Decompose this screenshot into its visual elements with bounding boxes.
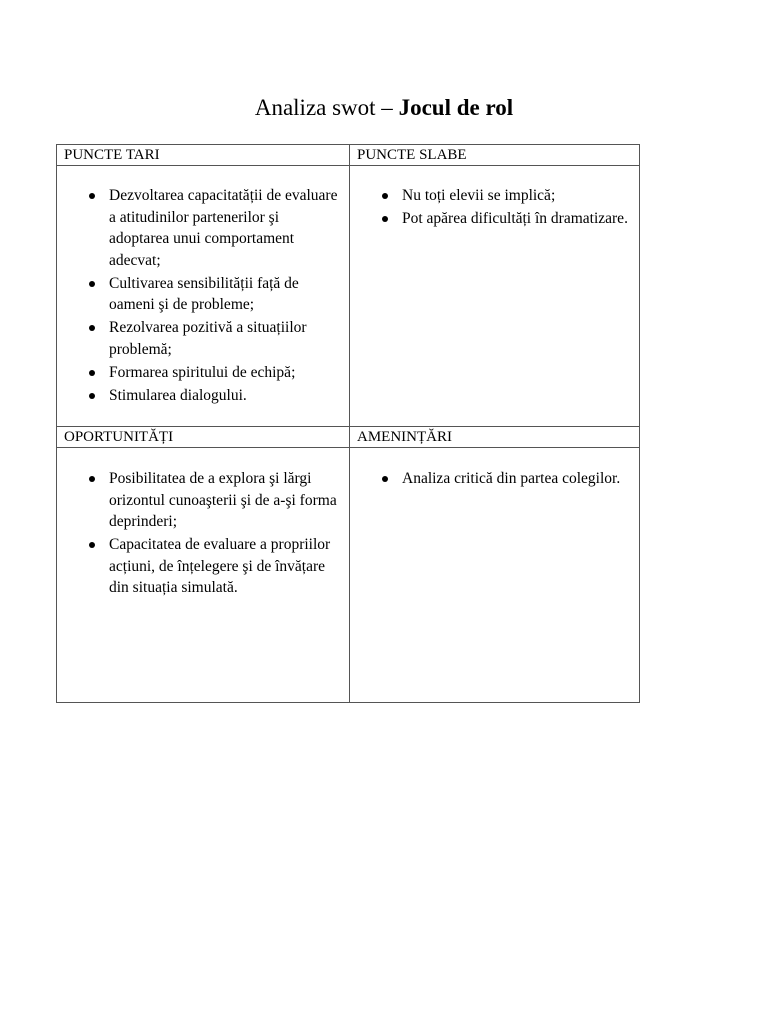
list-item: Rezolvarea pozitivă a situațiilor problemă; — [57, 317, 349, 360]
page-title — [0, 93, 768, 123]
strengths-list — [57, 185, 349, 406]
list-item: Pot apărea dificultăți în dramatizare. — [350, 208, 639, 230]
list-item: Formarea spiritului de echipă; — [57, 362, 349, 384]
swot-table — [56, 144, 640, 703]
threats-cell — [350, 448, 640, 703]
threats-header: AMENINȚĂRI — [350, 427, 640, 448]
opportunities-header: OPORTUNITĂȚI — [57, 427, 350, 448]
list-item: Nu toți elevii se implică; — [350, 185, 639, 207]
list-item: Cultivarea sensibilității față de oameni şi de probleme; — [57, 273, 349, 316]
list-item: Stimularea dialogului. — [57, 385, 349, 407]
title-bold-text: Jocul de rol — [398, 95, 514, 120]
swot-body-row-bottom — [57, 448, 640, 703]
swot-header-row-bottom — [57, 427, 640, 448]
title-normal-text: Analiza swot – — [254, 95, 399, 120]
strengths-cell — [57, 166, 350, 427]
swot-body-row-top — [57, 166, 640, 427]
list-item: Analiza critică din partea colegilor. — [350, 468, 639, 490]
list-item: Capacitatea de evaluare a propriilor acțiuni, de înțelegere şi de învățare din situația simulată. — [57, 534, 349, 599]
weaknesses-cell — [350, 166, 640, 427]
weaknesses-header: PUNCTE SLABE — [350, 145, 640, 166]
list-item: Posibilitatea de a explora şi lărgi orizontul cunoaşterii şi de a-şi forma deprinderi; — [57, 468, 349, 533]
swot-header-row-top — [57, 145, 640, 166]
weaknesses-list — [350, 185, 639, 230]
threats-list — [350, 468, 639, 490]
opportunities-cell — [57, 448, 350, 703]
list-item: Dezvoltarea capacitatății de evaluare a atitudinilor partenerilor şi adoptarea unui comportament adecvat; — [57, 185, 349, 271]
strengths-header: PUNCTE TARI — [57, 145, 350, 166]
opportunities-list — [57, 468, 349, 599]
